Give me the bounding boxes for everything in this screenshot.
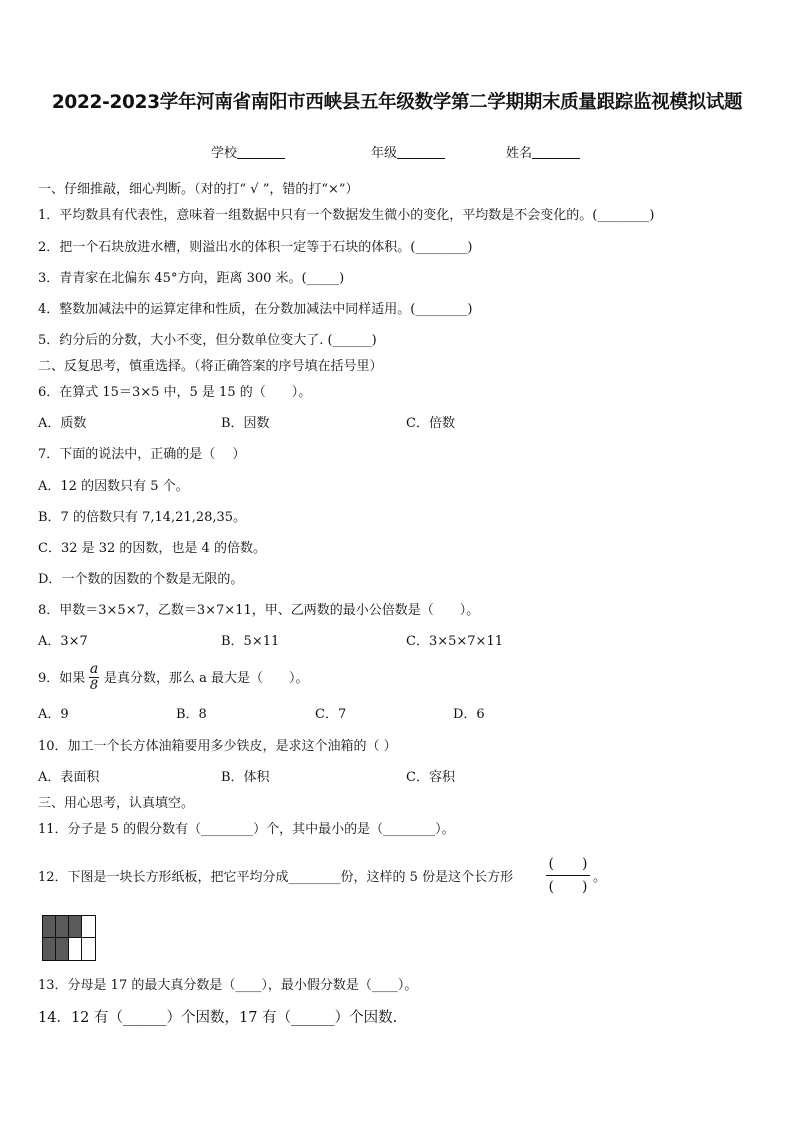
question-13: 13．分母是 17 的最大真分数是（____），最小假分数是（____）。 [38,978,418,993]
q12-fraction-bottom: ( ) [548,879,588,895]
grade-blank [397,145,445,159]
section3-heading: 三、用心思考，认真填空。 [38,796,195,811]
q8-option-a: A．3×7 [38,634,88,649]
q8-option-c: C．3×5×7×11 [406,634,503,649]
grid-cell [43,916,56,938]
q9-option-c: C．7 [315,707,347,722]
q12-fraction-blank [546,855,590,896]
grid-cell [82,938,95,960]
fraction-bar [546,875,590,876]
name-blank [532,145,580,159]
question-4: 4．整数加减法中的运算定律和性质，在分数加减法中同样适用。(________) [38,302,473,317]
q6-option-c: C．倍数 [406,416,455,431]
q10-option-c: C．容积 [406,770,455,785]
section1-heading: 一、仔细推敲，细心判断。（对的打“ √ ”，错的打“×”） [38,182,359,197]
question-1: 1．平均数具有代表性，意味着一组数据中只有一个数据发生微小的变化，平均数是不会变化的。(________) [38,208,655,223]
question-6: 6．在算式 15＝3×5 中，5 是 15 的（ ）。 [38,385,312,400]
section2-heading: 二、反复思考，慎重选择。（将正确答案的序号填在括号里） [38,359,383,374]
q9-suffix: 是真分数，那么 a 最大是（ ）。 [104,671,309,686]
question-7: 7．下面的说法中，正确的是（ ） [38,447,246,462]
q8-option-b: B．5×11 [221,634,280,649]
grid-cell [56,916,69,938]
question-14: 14．12 有（______）个因数，17 有（______）个因数. [38,1010,398,1026]
grid-cell [69,938,82,960]
q9-fraction [88,662,100,693]
question-12: 12．下图是一块长方形纸板，把它平均分成________份，这样的 5 份是这个长方形 [38,870,514,885]
q7-option-c: C．32 是 32 的因数，也是 4 的倍数。 [38,541,266,556]
page-title: 2022-2023学年河南省南阳市西峡县五年级数学第二学期期末质量跟踪监视模拟试题 [51,92,743,113]
q6-option-b: B．因数 [221,416,270,431]
grid-cell [43,938,56,960]
question-10: 10．加工一个长方体油箱要用多少铁皮，是求这个油箱的（ ） [38,739,397,754]
q12-end: 。 [593,870,607,885]
question-2: 2．把一个石块放进水槽，则溢出水的体积一定等于石块的体积。(________) [38,240,473,255]
rectangle-grid-figure [42,915,96,961]
q10-option-b: B．体积 [221,770,270,785]
grid-cell [56,938,69,960]
question-5: 5．约分后的分数，大小不变，但分数单位变大了. (______) [38,333,377,348]
question-3: 3．青青家在北偏东 45°方向，距离 300 米。(_____) [38,271,345,286]
q7-option-b: B．7 的倍数只有 7,14,21,28,35。 [38,510,247,525]
school-blank [237,145,285,159]
q7-option-d: D．一个数的因数的个数是无限的。 [38,572,244,587]
name-field: 姓名 [506,142,580,161]
q9-fraction-denominator: 8 [89,678,99,693]
q6-option-a: A．质数 [38,416,87,431]
question-11: 11．分子是 5 的假分数有（________）个，其中最小的是（________）。 [38,822,455,837]
q10-option-a: A．表面积 [38,770,100,785]
q12-fraction-top: ( ) [548,856,588,872]
grid-cell [69,916,82,938]
school-field: 学校 [211,142,285,161]
q9-option-d: D．6 [453,707,485,722]
q7-option-a: A．12 的因数只有 5 个。 [38,479,189,494]
grade-field: 年级 [371,142,445,161]
question-8: 8．甲数＝3×5×7，乙数＝3×7×11，甲、乙两数的最小公倍数是（ ）。 [38,603,480,618]
q9-prefix: 9．如果 [38,671,86,686]
q9-option-b: B．8 [176,707,207,722]
q9-option-a: A．9 [38,707,69,722]
grid-cell [82,916,95,938]
q9-fraction-numerator: a [89,661,99,677]
